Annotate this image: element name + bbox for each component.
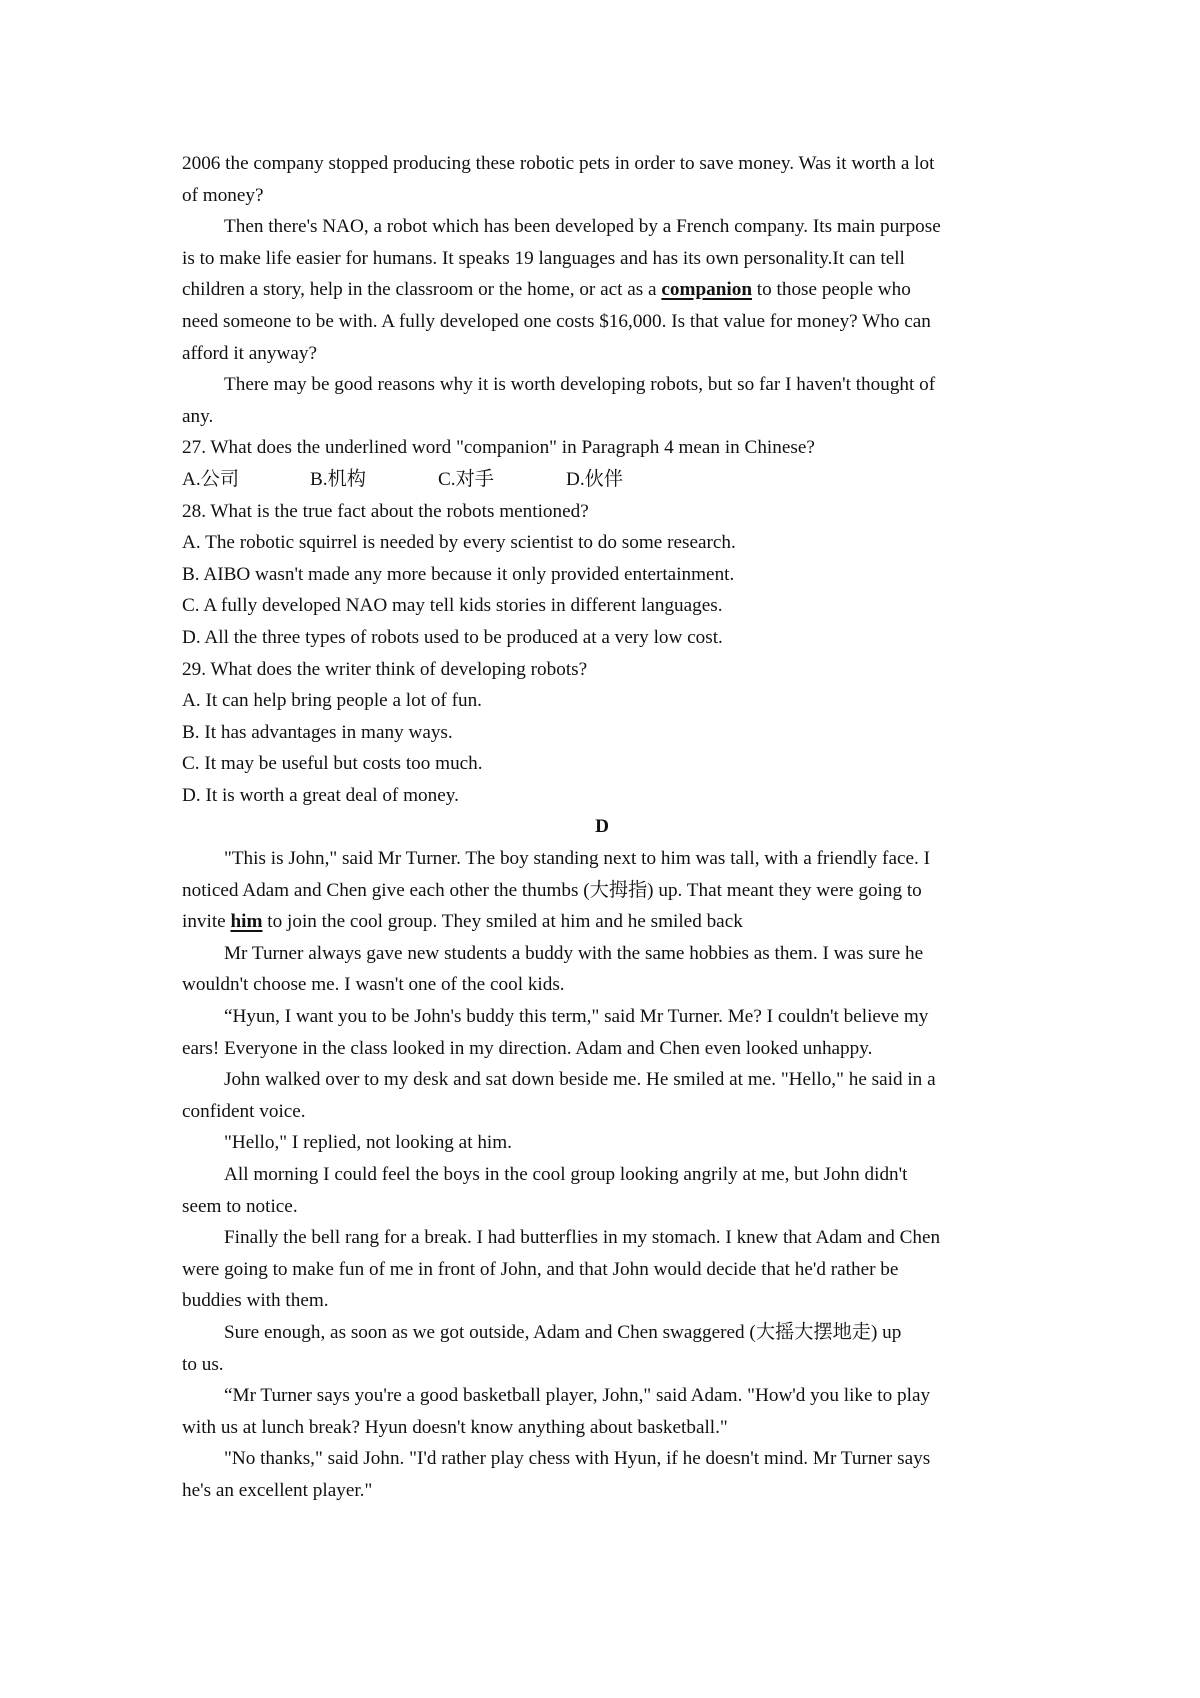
text-segment: to join the cool group. They smiled at him and he smiled back: [262, 911, 743, 933]
passage-line: [182, 906, 1022, 938]
passage-line: “Hyun, I want you to be John's buddy this term," said Mr Turner. Me? I couldn't believe my: [224, 1006, 929, 1028]
passage-line: noticed Adam and Chen give each other the thumbs (大拇指) up. That meant they were going to: [182, 879, 922, 901]
option-a: A.公司: [182, 468, 240, 490]
option-c: C. A fully developed NAO may tell kids stories in different languages.: [182, 595, 723, 617]
passage-line: with us at lunch break? Hyun doesn't know anything about basketball.": [182, 1416, 728, 1438]
text-segment: children a story, help in the classroom or the home, or act as a: [182, 279, 662, 301]
passage-line: any.: [182, 405, 214, 427]
underlined-word-companion: companion: [661, 279, 752, 301]
passage-line: “Mr Turner says you're a good basketball player, John," said Adam. "How'd you like to play: [224, 1385, 931, 1407]
passage-line: "This is John," said Mr Turner. The boy standing next to him was tall, with a friendly face. I: [224, 848, 930, 870]
passage-line: seem to notice.: [182, 1195, 298, 1217]
passage-line: to us.: [182, 1353, 224, 1375]
passage-line: were going to make fun of me in front of John, and that John would decide that he'd rather be: [182, 1258, 899, 1280]
option-d: D.伙伴: [566, 468, 624, 490]
section-heading: D: [595, 816, 609, 838]
option-a: A. The robotic squirrel is needed by every scientist to do some research.: [182, 532, 736, 554]
passage-line: need someone to be with. A fully developed one costs $16,000. Is that value for money? Who can: [182, 310, 931, 332]
passage-line: 2006 the company stopped producing these robotic pets in order to save money. Was it worth a lot: [182, 153, 935, 174]
passage-line: "Hello," I replied, not looking at him.: [224, 1132, 512, 1154]
passage-line: [182, 274, 1022, 306]
option-b: B.机构: [310, 468, 366, 490]
passage-line: Finally the bell rang for a break. I had butterflies in my stomach. I knew that Adam and Chen: [224, 1227, 941, 1249]
exam-page: [182, 148, 1022, 1507]
option-a: A. It can help bring people a lot of fun.: [182, 690, 482, 712]
passage-line: afford it anyway?: [182, 342, 317, 364]
question-27-options: [182, 464, 1022, 496]
passage-line: There may be good reasons why it is worth developing robots, but so far I haven't thought of: [224, 374, 936, 396]
passage-line: buddies with them.: [182, 1290, 329, 1312]
passage-line: John walked over to my desk and sat down beside me. He smiled at me. "Hello," he said in a: [224, 1069, 936, 1091]
option-b: B. It has advantages in many ways.: [182, 721, 453, 743]
passage-line: All morning I could feel the boys in the cool group looking angrily at me, but John didn't: [224, 1164, 908, 1185]
text-segment: invite: [182, 911, 231, 933]
question-29-stem: 29. What does the writer think of developing robots?: [182, 658, 588, 680]
option-d: D. All the three types of robots used to be produced at a very low cost.: [182, 626, 723, 648]
option-d: D. It is worth a great deal of money.: [182, 784, 459, 806]
underlined-word-him: him: [230, 911, 263, 933]
passage-line: Then there's NAO, a robot which has been developed by a French company. Its main purpose: [224, 216, 941, 238]
passage-line: confident voice.: [182, 1100, 306, 1122]
passage-line: Mr Turner always gave new students a buddy with the same hobbies as them. I was sure he: [224, 942, 924, 964]
option-c: C. It may be useful but costs too much.: [182, 753, 483, 775]
passage-line: is to make life easier for humans. It speaks 19 languages and has its own personality.It can tell: [182, 247, 905, 269]
passage-line: wouldn't choose me. I wasn't one of the cool kids.: [182, 974, 565, 996]
passage-line: Sure enough, as soon as we got outside, Adam and Chen swaggered (大摇大摆地走) up: [224, 1321, 902, 1343]
option-c: C.对手: [438, 468, 494, 490]
option-b: B. AIBO wasn't made any more because it only provided entertainment.: [182, 563, 735, 585]
passage-line: "No thanks," said John. "I'd rather play chess with Hyun, if he doesn't mind. Mr Turner says: [224, 1448, 931, 1470]
passage-line: of money?: [182, 184, 264, 206]
passage-line: he's an excellent player.": [182, 1479, 373, 1501]
section-d-body: [182, 938, 1022, 1507]
question-28-stem: 28. What is the true fact about the robots mentioned?: [182, 500, 589, 522]
passage-line: ears! Everyone in the class looked in my direction. Adam and Chen even looked unhappy.: [182, 1037, 873, 1059]
text-segment: to those people who: [752, 279, 911, 301]
question-27-stem: 27. What does the underlined word "companion" in Paragraph 4 mean in Chinese?: [182, 437, 815, 459]
